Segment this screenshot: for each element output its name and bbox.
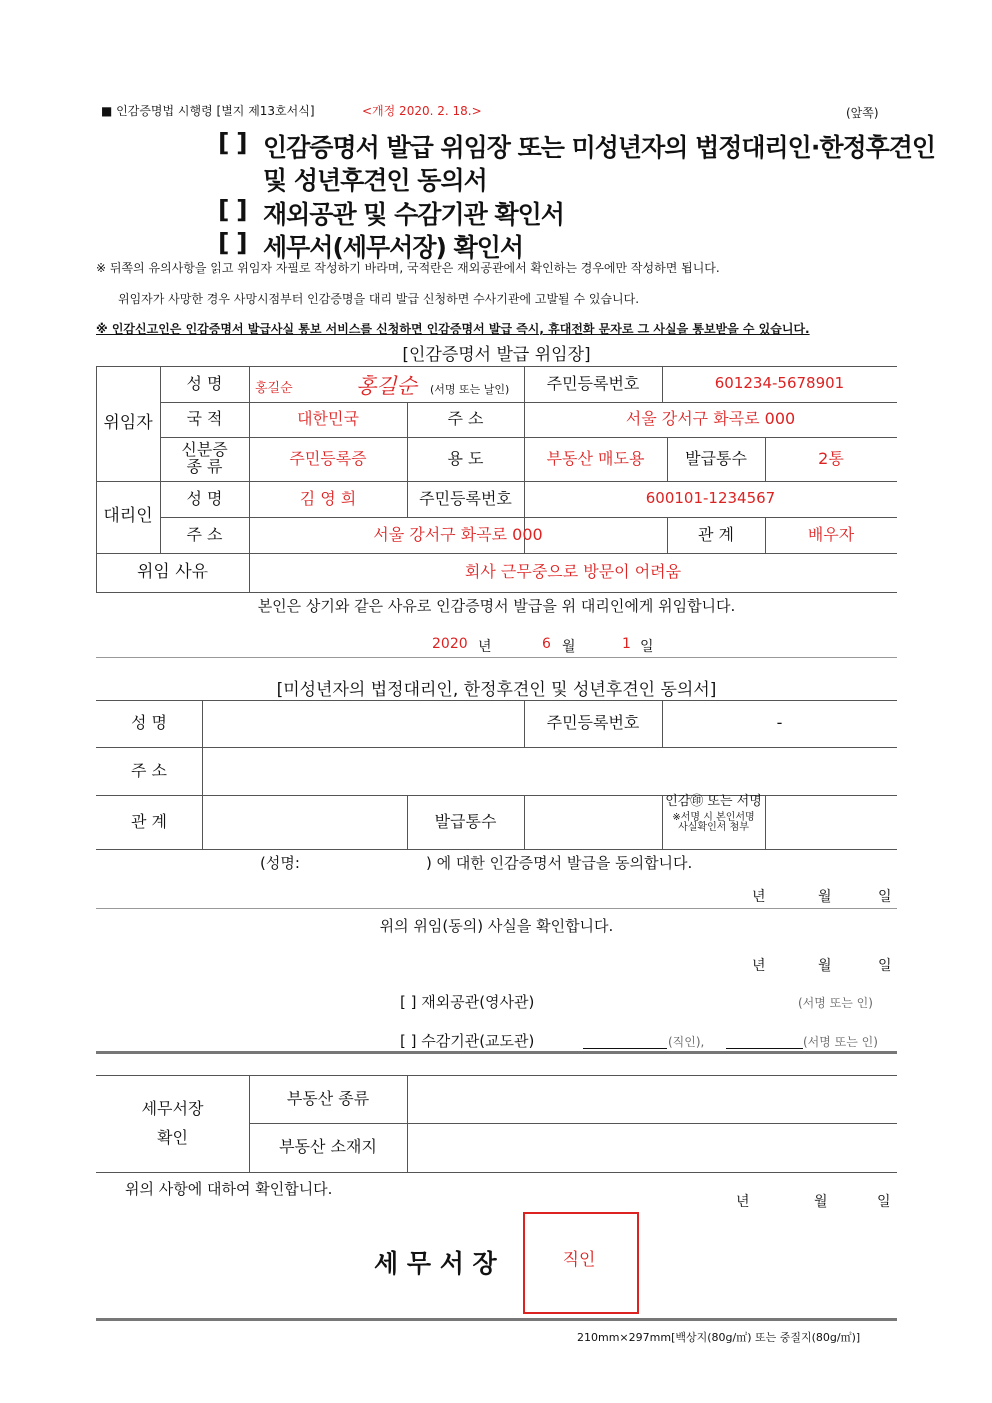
id-type-label-line1: 신분증: [181, 440, 228, 460]
tax-month-label: 월: [814, 1194, 828, 1210]
consent-day-label: 일: [878, 889, 892, 905]
tax-day-label: 일: [877, 1194, 891, 1210]
copies-label: 발급통수: [685, 448, 747, 468]
delegation-year-label: 년: [478, 639, 492, 655]
delegation-month-label: 월: [562, 639, 576, 655]
title-line-2: 재외공관 및 수감기관 확인서: [263, 200, 564, 229]
title-checkbox-1[interactable]: [ ]: [218, 128, 247, 157]
agent-name-value[interactable]: 김 영 희: [299, 488, 357, 508]
property-location-field[interactable]: [407, 1123, 897, 1172]
confirm-month-label: 월: [818, 958, 832, 974]
seal-note-line2: 사실확인서 첨부: [678, 822, 749, 834]
tax-statement: 위의 사항에 대하여 확인합니다.: [125, 1180, 333, 1198]
tax-year-label: 년: [736, 1194, 750, 1210]
delegation-day-label: 일: [640, 639, 654, 655]
prison-checkbox-line[interactable]: [ ] 수감기관(교도관): [400, 1032, 535, 1050]
delegator-rrn-label: 주민등록번호: [546, 373, 640, 393]
agent-label: 대리인: [103, 506, 153, 527]
title-line-3: 세무서(세무서장) 확인서: [263, 233, 524, 262]
consent-relation-field[interactable]: [202, 795, 407, 849]
tax-office-label: [96, 1075, 249, 1172]
embassy-sign-hint: (서명 또는 인): [798, 996, 873, 1010]
tax-office-label-line2: 확인: [157, 1127, 188, 1147]
copies-value[interactable]: 2통: [818, 448, 844, 468]
consent-month-label: 월: [818, 889, 832, 905]
confirm-statement: 위의 위임(동의) 사실을 확인합니다.: [379, 917, 614, 935]
notice-handwriting: ※ 뒤쪽의 유의사항을 읽고 위임자 자필로 작성하기 바라며, 국적란은 재외공관에서 확인하는 경우에만 작성하면 됩니다.: [96, 261, 720, 275]
nationality-label: 국 적: [186, 409, 223, 429]
delegation-statement: 본인은 상기와 같은 사유로 인감증명서 발급을 위 대리인에게 위임합니다.: [257, 597, 736, 615]
seal-label: 인감㊞ 또는 서명: [665, 794, 762, 809]
title-line-1: 인감증명서 발급 위임장 또는 미성년자의 법정대리인·한정후견인: [263, 133, 936, 162]
consent-name-field[interactable]: [202, 700, 524, 747]
reason-value[interactable]: 회사 근무중으로 방문이 어려움: [464, 562, 682, 582]
delegator-address-value[interactable]: 서울 강서구 화곡로 000: [625, 409, 796, 429]
official-seal-text: 직인: [562, 1250, 596, 1271]
confirm-year-label: 년: [752, 958, 766, 974]
nationality-value[interactable]: 대한민국: [297, 409, 359, 429]
delegator-name-value[interactable]: 홍길순: [255, 381, 293, 396]
consent-statement-prefix: (성명:: [260, 854, 300, 872]
embassy-checkbox-line[interactable]: [ ] 재외공관(영사관): [400, 993, 535, 1011]
property-type-label: 부동산 종류: [286, 1088, 370, 1108]
id-type-value[interactable]: 주민등록증: [289, 448, 367, 468]
consent-rrn-label: 주민등록번호: [546, 713, 640, 733]
notice-death: 위임자가 사망한 경우 사망시점부터 인감증명을 대리 발급 신청하면 수사기관에 고발될 수 있습니다.: [118, 292, 640, 306]
delegation-month-value[interactable]: 6: [542, 636, 551, 652]
title-line-1b: 및 성년후견인 동의서: [263, 166, 487, 195]
reason-label: 위임 사유: [136, 561, 209, 582]
consent-seal-box[interactable]: [662, 795, 765, 849]
consent-address-label: 주 소: [131, 760, 167, 780]
consent-copies-label: 발급통수: [434, 811, 497, 831]
id-type-label-line2: 종 류: [186, 457, 223, 476]
page-side: (앞쪽): [846, 106, 879, 120]
id-type-label: [160, 437, 249, 481]
agent-rrn-value[interactable]: 600101-1234567: [645, 489, 776, 508]
consent-name-label: 성 명: [131, 713, 167, 733]
title-checkbox-3[interactable]: [ ]: [218, 228, 247, 257]
confirm-day-label: 일: [878, 958, 892, 974]
revision-date: <개정 2020. 2. 18.>: [362, 104, 482, 118]
consent-relation-label: 관 계: [131, 811, 167, 831]
tax-office-label-line1: 세무서장: [141, 1098, 204, 1118]
consent-year-label: 년: [752, 889, 766, 905]
delegation-day-value[interactable]: 1: [622, 636, 631, 652]
agent-address-value[interactable]: 서울 강서구 화곡로 000: [373, 524, 543, 544]
notice-sms-service: ※ 인감신고인은 인감증명서 발급사실 통보 서비스를 신청하면 인감증명서 발급 즉시, 휴대전화 문자로 그 사실을 통보받을 수 있습니다.: [96, 322, 810, 336]
sign-hint: (서명 또는 날인): [430, 383, 510, 396]
property-type-field[interactable]: [407, 1075, 897, 1123]
tax-chief-title: 세 무 서 장: [374, 1249, 497, 1278]
consent-copies-field[interactable]: [524, 795, 662, 849]
delegator-label: 위임자: [103, 412, 153, 433]
delegator-address-label: 주 소: [447, 409, 484, 429]
delegator-rrn-value[interactable]: 601234-5678901: [714, 374, 845, 393]
purpose-value[interactable]: 부동산 매도용: [546, 448, 645, 468]
title-checkbox-2[interactable]: [ ]: [218, 195, 247, 224]
purpose-label: 용 도: [447, 448, 484, 468]
delegation-section-title: [인감증명서 발급 위임장]: [402, 345, 591, 365]
consent-rrn-value[interactable]: -: [776, 713, 783, 733]
delegator-signature: 홍길순: [356, 374, 417, 398]
property-location-label: 부동산 소재지: [279, 1137, 377, 1157]
form-reference: ■ 인감증명법 시행령 [별지 제13호서식]: [101, 104, 315, 118]
seal-note-line1: ※서명 시 본인서명: [672, 811, 755, 823]
prison-sign-hint: (서명 또는 인): [803, 1035, 878, 1049]
consent-section-title: [미성년자의 법정대리인, 한정후견인 및 성년후견인 동의서]: [276, 680, 717, 700]
agent-rrn-label: 주민등록번호: [419, 488, 512, 508]
consent-statement-suffix: ) 에 대한 인감증명서 발급을 동의합니다.: [426, 854, 693, 872]
delegation-year-value[interactable]: 2020: [432, 636, 468, 652]
consent-address-field[interactable]: [202, 747, 897, 795]
relation-label: 관 계: [698, 524, 734, 544]
relation-value[interactable]: 배우자: [807, 524, 855, 544]
paper-spec: 210mm×297mm[백상지(80g/㎡) 또는 중질지(80g/㎡)]: [577, 1331, 861, 1344]
agent-address-label: 주 소: [186, 524, 223, 544]
agent-name-label: 성 명: [186, 488, 223, 508]
delegator-name-label: 성 명: [186, 373, 223, 393]
prison-seal-hint: (직인),: [668, 1035, 705, 1049]
